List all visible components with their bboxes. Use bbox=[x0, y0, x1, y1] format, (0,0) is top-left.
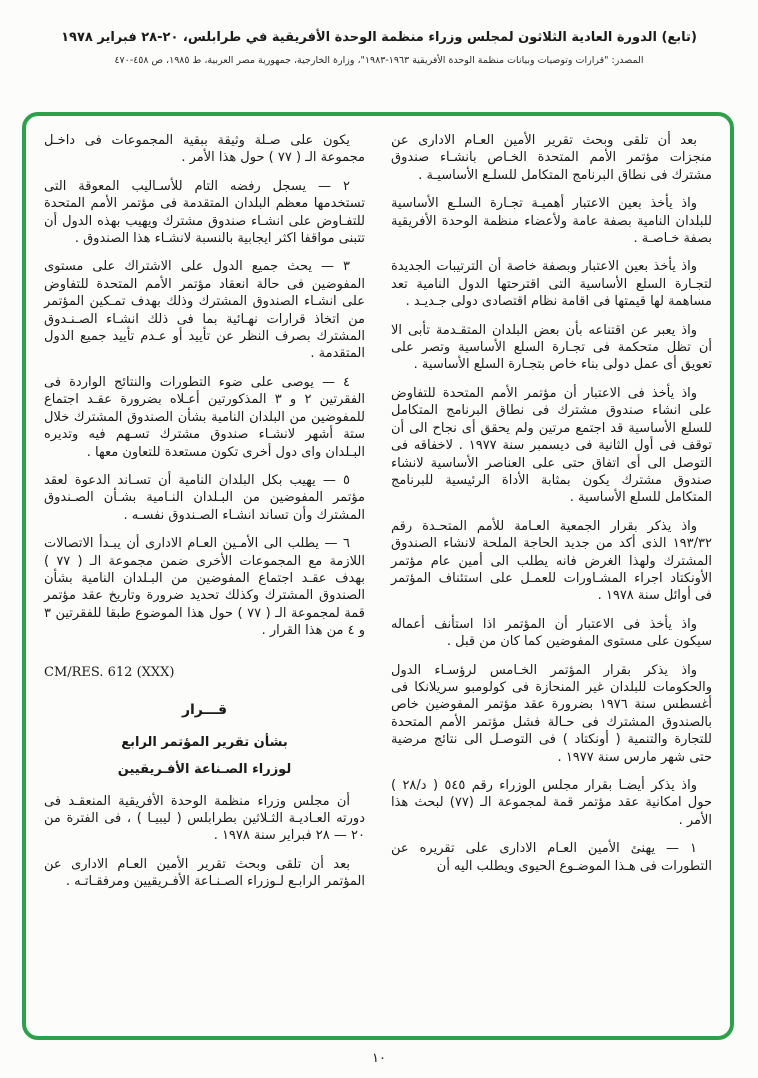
paragraph: واذ يأخذ بعين الاعتبار أهميـة تجـارة السلـع الأساسية للبلدان النامية بصفة عامة ولأعضاء منظمة الوحدة الأفريقية بصفة خـاصـة . bbox=[391, 196, 712, 247]
paragraph: يكون على صـلة وثيقة ببقية المجموعات فى داخـل مجموعة الـ ( ٧٧ ) حول هذا الأمر . bbox=[44, 133, 365, 166]
paragraph: ٢ — يسجل رفضه التام للأسـاليب المعوقة التى تستخدمها معظم البلدان المتقدمة فى مؤتمر الأمم المتحدة للتفـاوض على انشـاء صندوق مشترك ويهيب بهذه الدول أن تتبنى مواقفا اكثر ايجابية بالنسبة لانشـاء هذا الصندوق . bbox=[44, 178, 365, 247]
green-frame bbox=[22, 112, 734, 1040]
paragraph: ٣ — يحث جميع الدول على الاشتراك على مستوى المفوضين فى حالة انعقاد مؤتمر الأمم المتحدة للتفاوض على انشـاء الصندوق المشترك وذلك بهدف تمـكين المؤتمر من اتخاذ قرارات نهـائية بما فى ذلك انشـاء الصـنـدوق المشترك بصرف النظر عن تأييد أو عـدم تأييد جميع الدول المتقدمة . bbox=[44, 259, 365, 362]
paragraph: واذ يذكر أيضـا بقرار مجلس الوزراء رقم ٥٤٥ ( د/٢٨ ) حول امكانية عقد مؤتمر قمة لمجموعة الـ (٧٧) لبحث هذا الأمر . bbox=[391, 778, 712, 828]
paragraph: ١ — يهنئ الأمين العـام الادارى على تقريره عن التطورات فى هـذا الموضـوع الحيوى ويطلب اليه أن bbox=[391, 841, 712, 874]
paragraph: واذ يذكر بقرار الجمعية العـامة للأمم المتحـدة رقم ١٩٣/٣٢ الذى أكد من جديد الحاجة الملحة لانشاء الصندوق المشترك ولهذا الغرض فانه يطلب الى أمين عام مؤتمر الأونكتاد اجراء المشـاورات للعمـل على استئناف المؤتمر فى أوائل سنة ١٩٧٨ . bbox=[391, 518, 712, 604]
resolution-subject-line2: لوزراء الصـناعة الأفـريقيين bbox=[117, 762, 292, 778]
paragraph: ٥ — يهيب بكل البلدان النامية أن تسـاند الدعوة لعقد مؤتمر المفوضين من البـلدان النـامية بشـأن الصـندوق المشترك وأن تساند انشـاء الصـندوق نفسـه . bbox=[44, 472, 365, 523]
paragraph: بعد أن تلقى وبحث تقرير الأمين العـام الادارى عن منجزات مؤتمر الأمم المتحدة الخـاص بانشـاء صندوق مشترك فى نطاق البرنامج المتكامل للسلـع الأساسيـة . bbox=[391, 133, 712, 183]
paragraph: واذ يعبر عن اقتناعه بأن بعض البلدان المتقـدمة تأبى الا أن تظل متحكمة فى تجـارة السلع الأساسية وتصر على تعويق أى عمل دولى بناء خاص بتجـارة السلع الأساسية . bbox=[391, 322, 712, 373]
resolution-subject-line1: بشأن تقرير المؤتمر الرابع bbox=[121, 734, 288, 750]
paragraph: ٤ — يوصى على ضوء التطورات والنتائج الواردة فى الفقرتين ٢ و ٣ المذكورتين أعـلاه بضرورة عقـد اجتماع للمفوضين من البلدان النامية بشأن الصندوق المشترك خلال ستة أشهر لانشـاء صندوق مشترك تسـهم فيه وتديره البـلدان واى دول أخرى تكون مستعدة للتعاون معها . bbox=[44, 374, 365, 460]
paragraph: أن مجلس وزراء منظمة الوحدة الأفريقية المنعقـد فى دورته العـاديـة الثـلاثين بطرابلس ( ليبيـا ) ، فى الفترة من ٢٠ — ٢٨ فبراير سنة ١٩٧٨ . bbox=[44, 793, 365, 844]
paragraph: واذ يأخذ بعين الاعتبار وبصفة خاصة أن الترتيبات الجديدة لتجـارة السلع الأساسية التى اقترحتها الدول النامية تعد مساهمة لها قيمتها فى اقامة نظام اقتصادى دولى جـديـد . bbox=[391, 259, 712, 310]
paragraph: واذ يأخذ فى الاعتبار أن مؤتمر الأمم المتحدة للتفاوض على انشاء صندوق مشترك فى نطاق البرنامج المتكامل للسلع الأساسية قد اجتمع مرتين ولم يحقق أى نجاح الى أن توقف فى أول الثانية فى ديسمبر سنة ١٩٧٧ . لاخفاقه فى التوصل الى أى اتفاق حتى على العناصر الأساسية لانشاء صندوق مشترك يكون بمثابة الأداة الرئيسية للبرنامج المتكامل للسلع الأساسية . bbox=[391, 385, 712, 506]
resolution-heading: قـــرار bbox=[181, 701, 228, 718]
page-number: ١٠ bbox=[372, 1051, 386, 1066]
paragraph: واذ يأخذ فى الاعتبار أن المؤتمر اذا استأنف أعماله سيكون على مستوى المفوضين كما كان من قبل . bbox=[391, 616, 712, 650]
document-header bbox=[0, 0, 758, 66]
resolution-reference: CM/RES. 612 (XXX) bbox=[44, 664, 175, 680]
two-column-layout bbox=[44, 132, 712, 1026]
paragraph: بعد أن تلقى وبحث تقرير الأمين العـام الادارى عن المؤتمر الرابـع لـوزراء الصـنـاعة الأفـريقيين ومرفقـاتـه . bbox=[44, 856, 365, 890]
column-right bbox=[391, 132, 712, 1026]
column-left bbox=[44, 132, 365, 1026]
paragraph: واذ يذكر بقرار المؤتمر الخـامس لرؤسـاء الدول والحكومات للبلدان غير المنحازة فى كولومبو سريلانكا فى أغسطس سنة ١٩٧٦ بضرورة عقد مؤتمر المفوضين خاص بالصندوق المشترك فى حـالة فشل مؤتمر الأمم المتحدة للتجارة والتنمية ( أونكتاد ) فى التوصـل الى نتائج مرضية حتى شهر مارس سنة ١٩٧٧ . bbox=[391, 662, 713, 765]
session-title: (تابع) الدورة العادية الثلاثون لمجلس وزراء منظمة الوحدة الأفريقية في طرابلس، ٢٠-٢٨ فبراير ١٩٧٨ bbox=[61, 30, 697, 45]
resolution-title-block bbox=[44, 701, 365, 779]
paragraph: ٦ — يطلب الى الأمـين العـام الادارى أن يبـدأ الاتصالات اللازمة مع المجموعات الأخرى ضمن مجموعة الـ ( ٧٧ ) بهدف عقـد اجتماع المفوضين من البـلدان النامية بشأن الصندوق المشترك وكذلك تحديد ضرورة وتاريخ عقد مؤتمر قمة لمجموعة الـ ( ٧٧ ) حول هذا الموضوع طبقا للفقرتين ٣ و ٤ من هذا القرار . bbox=[44, 536, 366, 639]
source-citation: المصدر: "قرارات وتوصيات وبيانات منظمة الوحدة الأفريقية ١٩٦٣-١٩٨٣"، وزارة الخارجية، جمهورية مصر العربية، ط ١٩٨٥، ص ٤٥٨-٤٧٠ bbox=[114, 55, 644, 66]
